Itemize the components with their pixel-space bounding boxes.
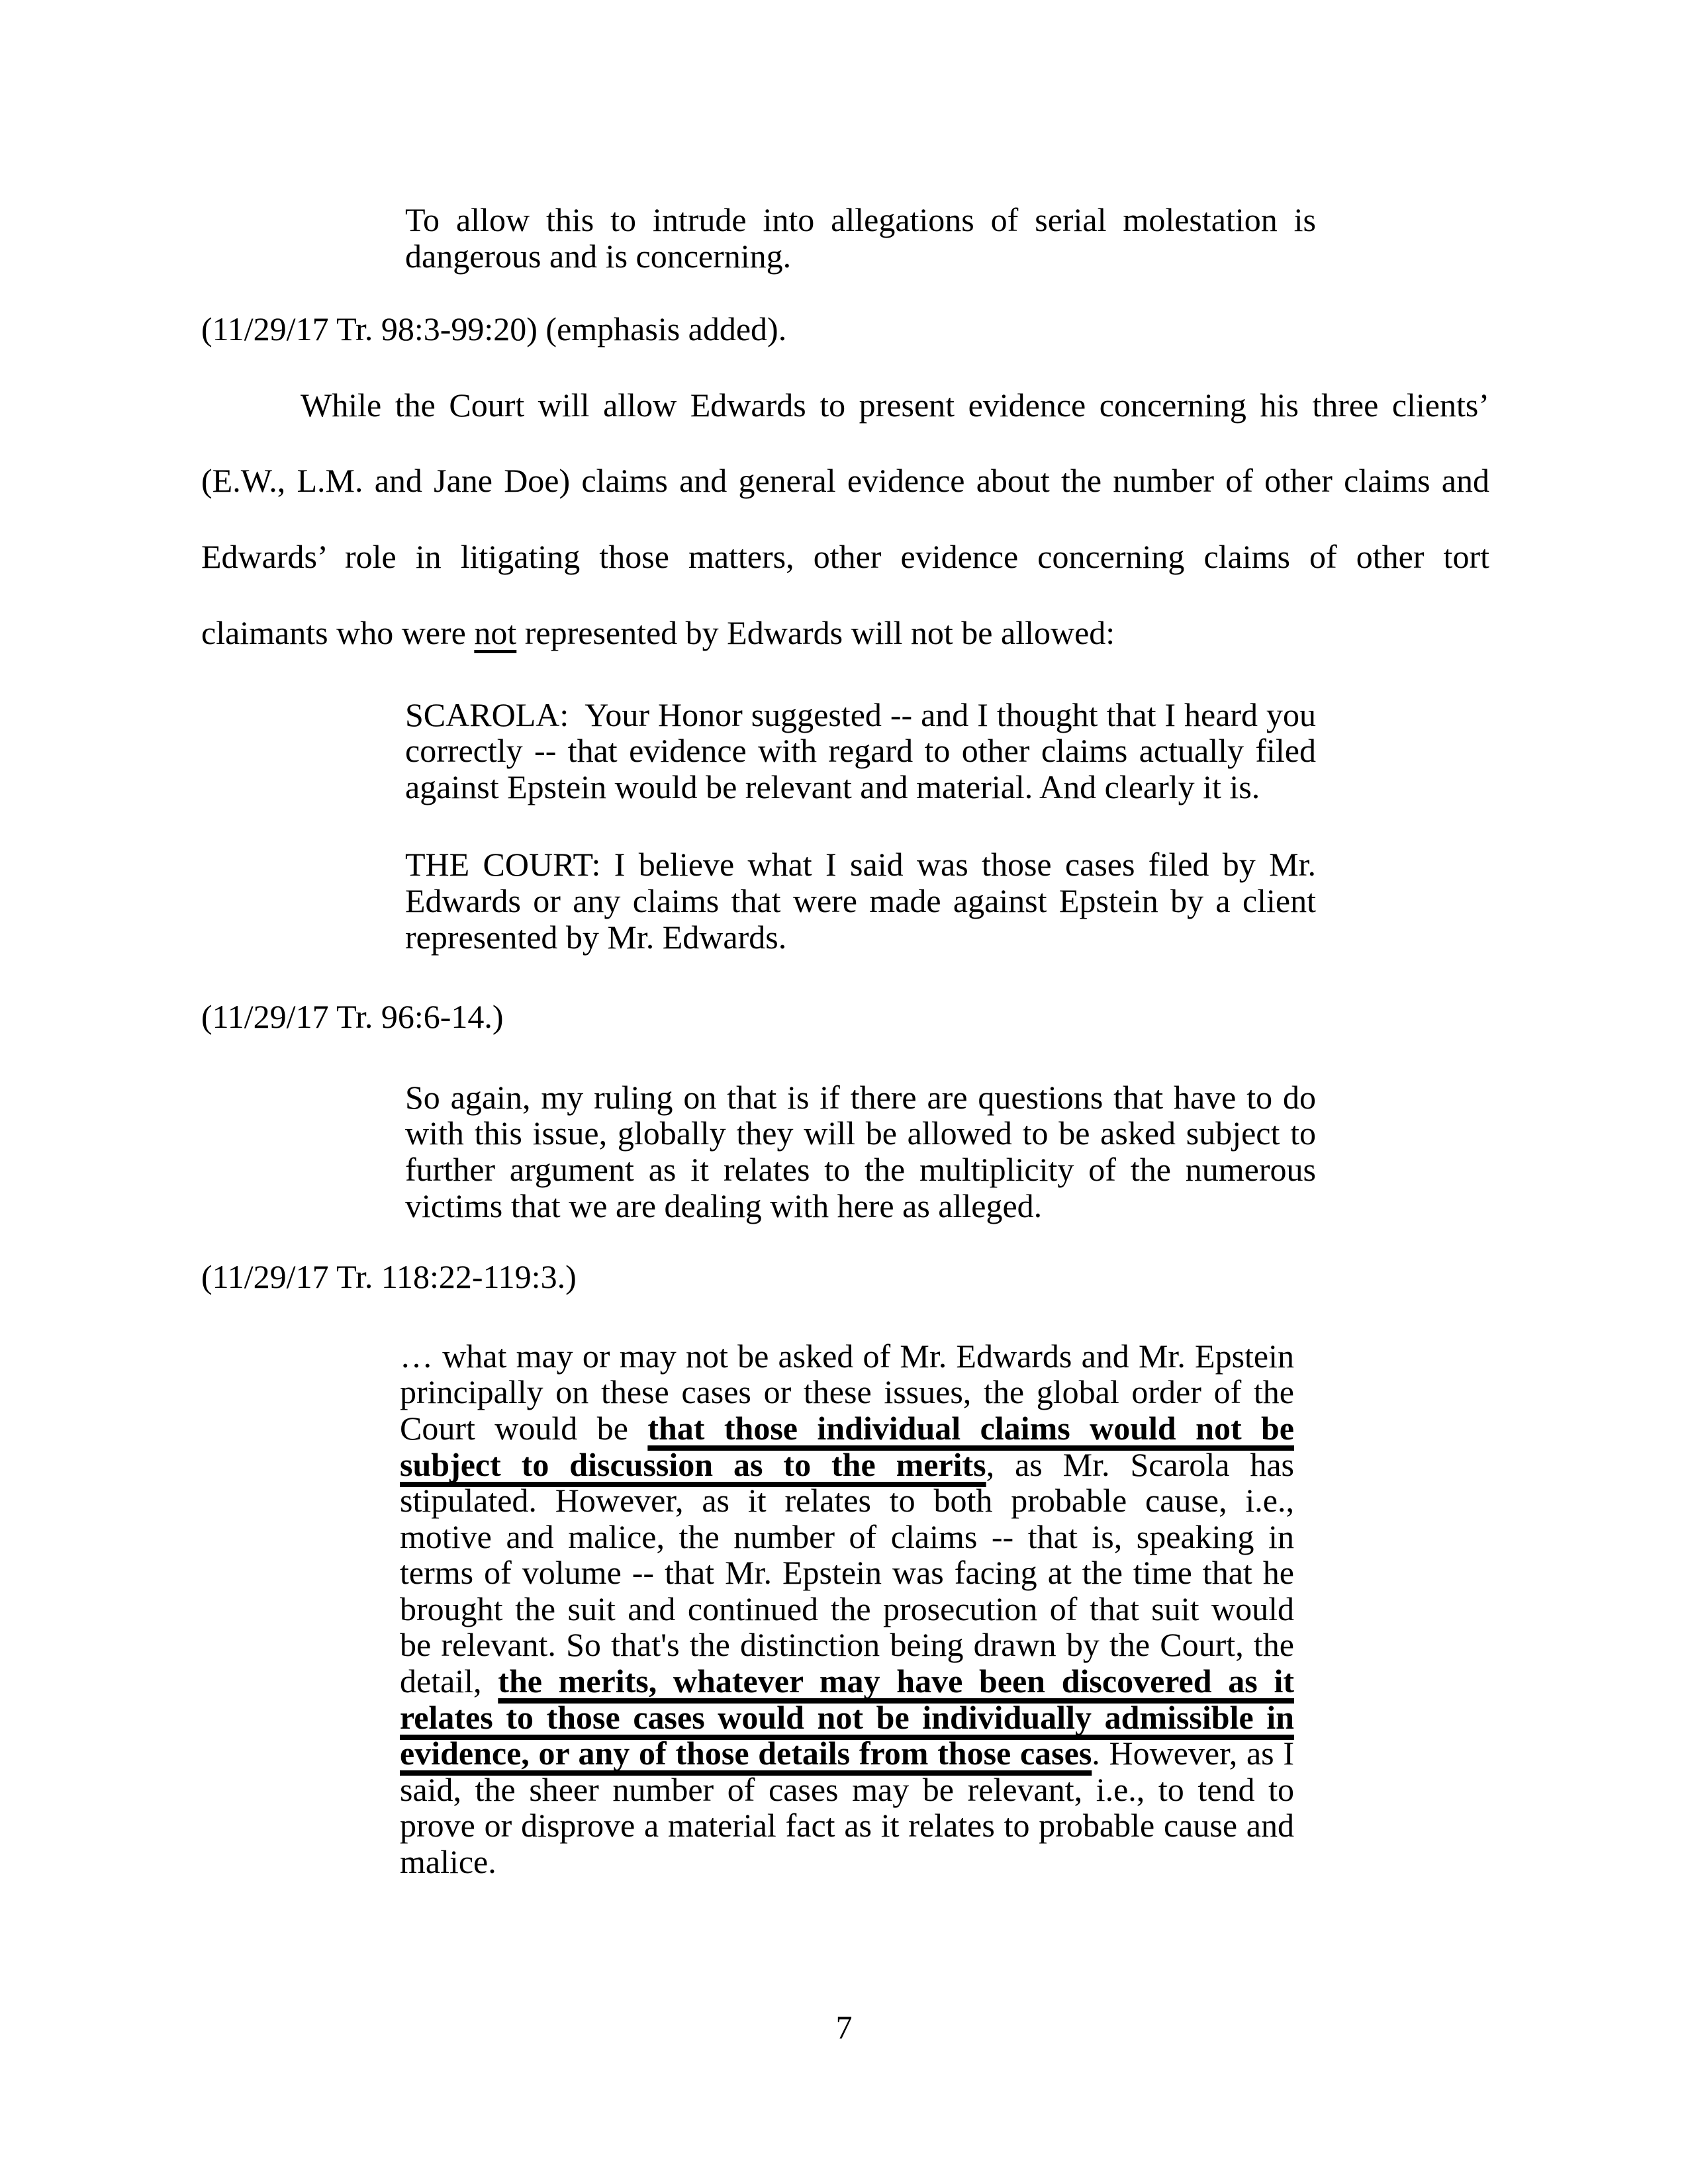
text-run: represented by Edwards will not be allowed: xyxy=(516,614,1115,651)
transcript-citation-118: (11/29/17 Tr. 118:22-119:3.) xyxy=(201,1258,577,1296)
page-number: 7 xyxy=(835,2009,853,2046)
bold-underlined-text-run: that those individual claims would not be subject to discussion as to the merits xyxy=(400,1409,1295,1483)
transcript-citation-96: (11/29/17 Tr. 96:6-14.) xyxy=(201,998,504,1036)
text-run: While the Court will allow Edwards to present evidence concerning his three clients’ (E.W., L.M. and Jane Doe) claims and general evidence about the number of other claims and Edwards’ role in litigating those matters, other evidence concerning claims of other tort claimants who were xyxy=(201,386,1489,651)
text-run: So again, my ruling on that is if there are questions that have to do with this issue, globally they will be allowed to be asked subject to further argument as it relates to the multiplicity of the numerous victims that we are dealing with here as alleged. xyxy=(405,1078,1316,1224)
text-run: . However, as I said, the sheer number of cases may be relevant, i.e., to tend to prove or disprove a material fact as it relates to probable cause and malice. xyxy=(400,1735,1294,1881)
body-paragraph-ruling-summary xyxy=(201,367,1489,671)
block-quote-the-court xyxy=(405,846,1316,955)
underlined-text-run: not xyxy=(474,614,517,651)
text-run: THE COURT: I believe what I said was those cases filed by Mr. Edwards or any claims that were made against Epstein by a client represented by Mr. Edwards. xyxy=(405,846,1316,956)
transcript-citation-98: (11/29/17 Tr. 98:3-99:20) (emphasis added). xyxy=(201,310,787,348)
text-run: To allow this to intrude into allegations of serial molestation is dangerous and is concerning. xyxy=(405,201,1316,275)
bold-underlined-text-run: the merits, whatever may have been discovered as it relates to those cases would not be individually admissible in evidence, or any of those details from those cases xyxy=(400,1662,1294,1772)
block-quote-so-again xyxy=(405,1079,1316,1224)
text-run: SCAROLA: Your Honor suggested -- and I thought that I heard you correctly -- that evidence with regard to other claims actually filed against Epstein would be relevant and material. And clearly it is. xyxy=(405,696,1316,805)
text-run: , as Mr. Scarola has stipulated. However, as it relates to both probable cause, i.e., motive and malice, the number of claims -- that is, speaking in terms of volume -- that Mr. Epstein was facing at the time that he brought the suit and continued the prosecution of that suit would be relevant. So that's the distinction being drawn by the Court, the detail, xyxy=(400,1445,1294,1700)
block-quote-intro xyxy=(405,202,1316,274)
block-quote-scarola xyxy=(405,697,1316,805)
text-run: … what may or may not be asked of Mr. Edwards and Mr. Epstein principally on these cases or these issues, the global order of the Court would be xyxy=(400,1337,1294,1447)
block-quote-global-order xyxy=(400,1338,1294,1880)
